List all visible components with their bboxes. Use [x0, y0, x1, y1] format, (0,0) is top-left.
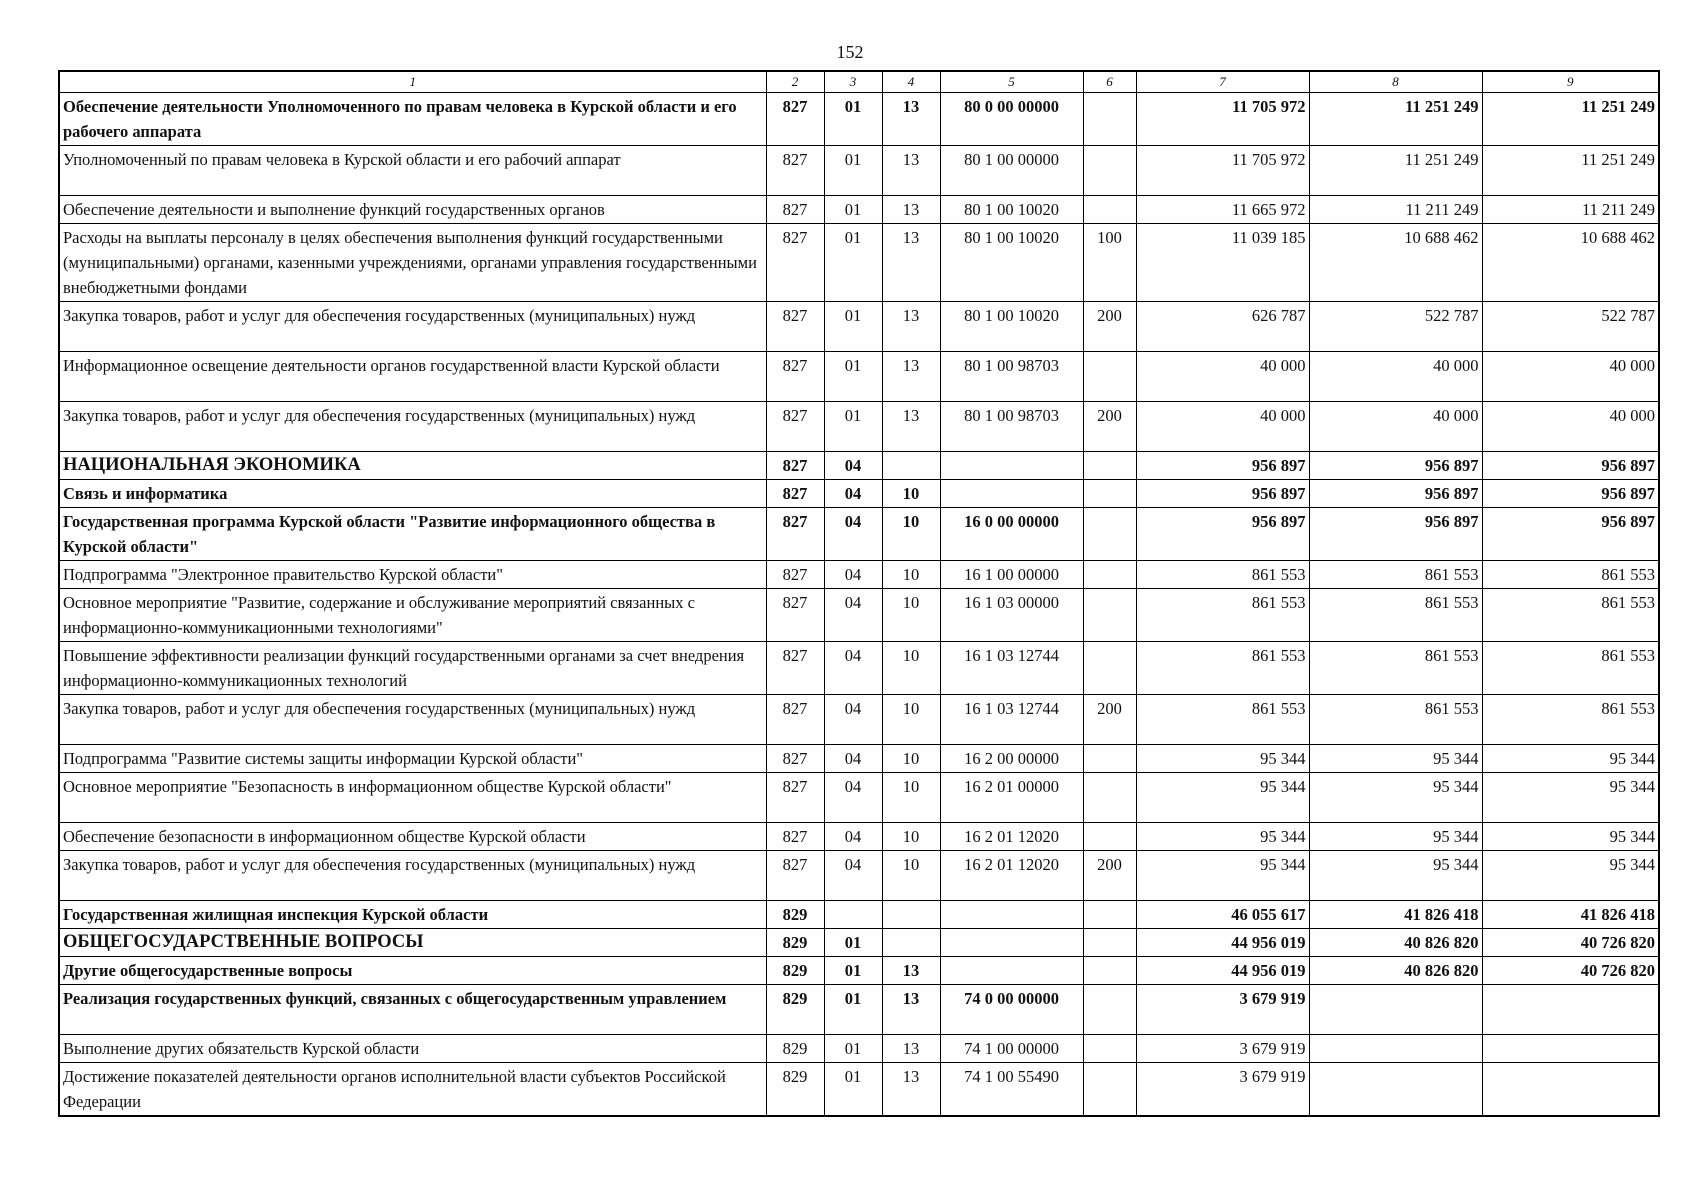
admin-code-cell: 829 [766, 957, 824, 985]
admin-code-cell: 827 [766, 823, 824, 851]
amount-col8-cell: 861 553 [1309, 642, 1482, 695]
section-code-cell: 04 [824, 823, 882, 851]
amount-col8-cell [1309, 1063, 1482, 1117]
section-code-cell: 01 [824, 224, 882, 302]
target-item-cell: 16 1 03 00000 [940, 589, 1083, 642]
amount-col7-cell: 861 553 [1136, 642, 1309, 695]
amount-col9-cell [1482, 1063, 1659, 1117]
target-item-cell [940, 901, 1083, 929]
target-item-cell: 16 0 00 00000 [940, 508, 1083, 561]
expense-type-cell [1083, 957, 1136, 985]
column-header: 7 [1136, 71, 1309, 93]
target-item-cell: 16 1 03 12744 [940, 695, 1083, 745]
expense-type-cell: 200 [1083, 695, 1136, 745]
section-code-cell: 01 [824, 402, 882, 452]
amount-col8-cell: 40 826 820 [1309, 957, 1482, 985]
subsection-code-cell: 13 [882, 1063, 940, 1117]
admin-code-cell: 827 [766, 352, 824, 402]
budget-table [58, 70, 1660, 1117]
section-code-cell: 01 [824, 352, 882, 402]
expense-type-cell [1083, 196, 1136, 224]
amount-col7-cell: 3 679 919 [1136, 1063, 1309, 1117]
section-code-cell: 04 [824, 452, 882, 480]
row-name-cell: Реализация государственных функций, связанных с общегосударственным управлением [59, 985, 766, 1035]
table-body [59, 93, 1659, 1117]
expense-type-cell [1083, 452, 1136, 480]
subsection-code-cell: 10 [882, 480, 940, 508]
subsection-code-cell: 13 [882, 146, 940, 196]
subsection-code-cell: 13 [882, 352, 940, 402]
section-code-cell: 04 [824, 773, 882, 823]
amount-col8-cell: 861 553 [1309, 695, 1482, 745]
table-row [59, 224, 1659, 302]
expense-type-cell [1083, 1063, 1136, 1117]
target-item-cell: 80 1 00 00000 [940, 146, 1083, 196]
section-code-cell: 04 [824, 642, 882, 695]
amount-col9-cell: 95 344 [1482, 823, 1659, 851]
amount-col9-cell: 956 897 [1482, 508, 1659, 561]
table-row [59, 851, 1659, 901]
amount-col7-cell: 95 344 [1136, 851, 1309, 901]
target-item-cell: 80 0 00 00000 [940, 93, 1083, 146]
subsection-code-cell: 10 [882, 508, 940, 561]
expense-type-cell [1083, 929, 1136, 957]
section-code-cell: 01 [824, 957, 882, 985]
table-row [59, 957, 1659, 985]
admin-code-cell: 827 [766, 589, 824, 642]
row-name-cell: ОБЩЕГОСУДАРСТВЕННЫЕ ВОПРОСЫ [59, 929, 766, 957]
target-item-cell: 16 2 01 00000 [940, 773, 1083, 823]
amount-col7-cell: 861 553 [1136, 589, 1309, 642]
amount-col8-cell: 861 553 [1309, 589, 1482, 642]
row-name-cell: Основное мероприятие "Безопасность в информационном обществе Курской области" [59, 773, 766, 823]
table-row [59, 589, 1659, 642]
amount-col9-cell: 11 251 249 [1482, 146, 1659, 196]
amount-col8-cell: 95 344 [1309, 773, 1482, 823]
amount-col8-cell: 40 826 820 [1309, 929, 1482, 957]
amount-col9-cell: 95 344 [1482, 773, 1659, 823]
subsection-code-cell: 10 [882, 589, 940, 642]
expense-type-cell: 200 [1083, 402, 1136, 452]
amount-col7-cell: 11 705 972 [1136, 146, 1309, 196]
amount-col9-cell: 956 897 [1482, 480, 1659, 508]
amount-col9-cell: 861 553 [1482, 561, 1659, 589]
target-item-cell [940, 452, 1083, 480]
section-code-cell [824, 901, 882, 929]
section-code-cell: 04 [824, 695, 882, 745]
target-item-cell: 80 1 00 98703 [940, 352, 1083, 402]
column-header: 3 [824, 71, 882, 93]
row-name-cell: Обеспечение деятельности и выполнение функций государственных органов [59, 196, 766, 224]
table-row [59, 642, 1659, 695]
subsection-code-cell: 13 [882, 224, 940, 302]
expense-type-cell: 100 [1083, 224, 1136, 302]
target-item-cell: 16 1 03 12744 [940, 642, 1083, 695]
amount-col8-cell: 861 553 [1309, 561, 1482, 589]
admin-code-cell: 829 [766, 1063, 824, 1117]
admin-code-cell: 827 [766, 402, 824, 452]
page-number: 152 [836, 42, 864, 62]
amount-col9-cell: 40 000 [1482, 352, 1659, 402]
admin-code-cell: 827 [766, 302, 824, 352]
admin-code-cell: 827 [766, 452, 824, 480]
target-item-cell: 16 2 00 00000 [940, 745, 1083, 773]
expense-type-cell [1083, 745, 1136, 773]
admin-code-cell: 827 [766, 508, 824, 561]
table-row [59, 561, 1659, 589]
admin-code-cell: 827 [766, 224, 824, 302]
expense-type-cell: 200 [1083, 851, 1136, 901]
row-name-cell: Другие общегосударственные вопросы [59, 957, 766, 985]
target-item-cell: 80 1 00 10020 [940, 196, 1083, 224]
column-header: 1 [59, 71, 766, 93]
amount-col9-cell: 40 726 820 [1482, 929, 1659, 957]
expense-type-cell [1083, 480, 1136, 508]
amount-col8-cell: 956 897 [1309, 480, 1482, 508]
section-code-cell: 04 [824, 561, 882, 589]
column-header: 9 [1482, 71, 1659, 93]
expense-type-cell [1083, 561, 1136, 589]
amount-col8-cell: 11 251 249 [1309, 93, 1482, 146]
amount-col8-cell: 956 897 [1309, 508, 1482, 561]
admin-code-cell: 827 [766, 480, 824, 508]
amount-col8-cell [1309, 1035, 1482, 1063]
row-name-cell: Закупка товаров, работ и услуг для обеспечения государственных (муниципальных) нужд [59, 695, 766, 745]
row-name-cell: Подпрограмма "Электронное правительство Курской области" [59, 561, 766, 589]
amount-col7-cell: 11 705 972 [1136, 93, 1309, 146]
table-row [59, 1063, 1659, 1117]
row-name-cell: Основное мероприятие "Развитие, содержание и обслуживание мероприятий связанных с информационно-коммуникационными технологиями" [59, 589, 766, 642]
table-row [59, 196, 1659, 224]
subsection-code-cell: 10 [882, 695, 940, 745]
row-name-cell: Закупка товаров, работ и услуг для обеспечения государственных (муниципальных) нужд [59, 851, 766, 901]
table-row [59, 146, 1659, 196]
subsection-code-cell: 13 [882, 402, 940, 452]
row-name-cell: Закупка товаров, работ и услуг для обеспечения государственных (муниципальных) нужд [59, 302, 766, 352]
section-code-cell: 01 [824, 985, 882, 1035]
table-row [59, 745, 1659, 773]
amount-col9-cell: 861 553 [1482, 642, 1659, 695]
target-item-cell: 74 1 00 55490 [940, 1063, 1083, 1117]
expense-type-cell [1083, 589, 1136, 642]
amount-col7-cell: 95 344 [1136, 773, 1309, 823]
target-item-cell: 16 1 00 00000 [940, 561, 1083, 589]
amount-col9-cell: 956 897 [1482, 452, 1659, 480]
amount-col9-cell: 861 553 [1482, 589, 1659, 642]
amount-col9-cell: 40 726 820 [1482, 957, 1659, 985]
row-name-cell: Информационное освещение деятельности органов государственной власти Курской области [59, 352, 766, 402]
row-name-cell: Подпрограмма "Развитие системы защиты информации Курской области" [59, 745, 766, 773]
amount-col7-cell: 44 956 019 [1136, 957, 1309, 985]
admin-code-cell: 829 [766, 901, 824, 929]
expense-type-cell [1083, 508, 1136, 561]
amount-col9-cell: 11 211 249 [1482, 196, 1659, 224]
amount-col7-cell: 95 344 [1136, 745, 1309, 773]
amount-col9-cell: 41 826 418 [1482, 901, 1659, 929]
expense-type-cell [1083, 901, 1136, 929]
amount-col8-cell [1309, 985, 1482, 1035]
row-name-cell: Обеспечение деятельности Уполномоченного по правам человека в Курской области и его рабочего аппарата [59, 93, 766, 146]
amount-col9-cell [1482, 1035, 1659, 1063]
amount-col7-cell: 861 553 [1136, 561, 1309, 589]
subsection-code-cell [882, 452, 940, 480]
subsection-code-cell: 13 [882, 985, 940, 1035]
amount-col9-cell: 11 251 249 [1482, 93, 1659, 146]
subsection-code-cell [882, 929, 940, 957]
subsection-code-cell: 13 [882, 93, 940, 146]
expense-type-cell [1083, 146, 1136, 196]
amount-col7-cell: 40 000 [1136, 352, 1309, 402]
amount-col8-cell: 41 826 418 [1309, 901, 1482, 929]
admin-code-cell: 827 [766, 745, 824, 773]
subsection-code-cell: 10 [882, 561, 940, 589]
column-header: 2 [766, 71, 824, 93]
table-row [59, 93, 1659, 146]
admin-code-cell: 827 [766, 561, 824, 589]
section-code-cell: 01 [824, 1063, 882, 1117]
table-row [59, 352, 1659, 402]
subsection-code-cell: 10 [882, 773, 940, 823]
amount-col9-cell: 95 344 [1482, 851, 1659, 901]
target-item-cell: 74 1 00 00000 [940, 1035, 1083, 1063]
section-code-cell: 01 [824, 196, 882, 224]
amount-col7-cell: 861 553 [1136, 695, 1309, 745]
table-row [59, 773, 1659, 823]
expense-type-cell: 200 [1083, 302, 1136, 352]
target-item-cell: 16 2 01 12020 [940, 851, 1083, 901]
amount-col7-cell: 626 787 [1136, 302, 1309, 352]
amount-col7-cell: 44 956 019 [1136, 929, 1309, 957]
subsection-code-cell: 10 [882, 851, 940, 901]
expense-type-cell [1083, 352, 1136, 402]
amount-col7-cell: 956 897 [1136, 452, 1309, 480]
subsection-code-cell: 13 [882, 957, 940, 985]
row-name-cell: Связь и информатика [59, 480, 766, 508]
row-name-cell: Закупка товаров, работ и услуг для обеспечения государственных (муниципальных) нужд [59, 402, 766, 452]
amount-col9-cell: 40 000 [1482, 402, 1659, 452]
table-row [59, 508, 1659, 561]
admin-code-cell: 827 [766, 196, 824, 224]
expense-type-cell [1083, 1035, 1136, 1063]
column-header: 6 [1083, 71, 1136, 93]
amount-col7-cell: 95 344 [1136, 823, 1309, 851]
expense-type-cell [1083, 642, 1136, 695]
amount-col9-cell: 522 787 [1482, 302, 1659, 352]
subsection-code-cell: 10 [882, 745, 940, 773]
column-header: 4 [882, 71, 940, 93]
column-header: 5 [940, 71, 1083, 93]
amount-col9-cell: 861 553 [1482, 695, 1659, 745]
section-code-cell: 04 [824, 589, 882, 642]
amount-col8-cell: 10 688 462 [1309, 224, 1482, 302]
admin-code-cell: 827 [766, 93, 824, 146]
amount-col8-cell: 40 000 [1309, 352, 1482, 402]
amount-col9-cell: 95 344 [1482, 745, 1659, 773]
subsection-code-cell [882, 901, 940, 929]
amount-col7-cell: 3 679 919 [1136, 985, 1309, 1035]
row-name-cell: Выполнение других обязательств Курской области [59, 1035, 766, 1063]
table-row [59, 929, 1659, 957]
amount-col7-cell: 46 055 617 [1136, 901, 1309, 929]
amount-col8-cell: 956 897 [1309, 452, 1482, 480]
amount-col7-cell: 956 897 [1136, 480, 1309, 508]
section-code-cell: 04 [824, 508, 882, 561]
amount-col9-cell: 10 688 462 [1482, 224, 1659, 302]
amount-col7-cell: 40 000 [1136, 402, 1309, 452]
subsection-code-cell: 13 [882, 302, 940, 352]
section-code-cell: 01 [824, 302, 882, 352]
column-header: 8 [1309, 71, 1482, 93]
admin-code-cell: 827 [766, 695, 824, 745]
target-item-cell [940, 957, 1083, 985]
column-header-row [59, 71, 1659, 93]
subsection-code-cell: 13 [882, 1035, 940, 1063]
table-row [59, 480, 1659, 508]
amount-col9-cell [1482, 985, 1659, 1035]
target-item-cell: 80 1 00 98703 [940, 402, 1083, 452]
section-code-cell: 01 [824, 93, 882, 146]
expense-type-cell [1083, 93, 1136, 146]
admin-code-cell: 827 [766, 642, 824, 695]
target-item-cell: 74 0 00 00000 [940, 985, 1083, 1035]
admin-code-cell: 827 [766, 146, 824, 196]
section-code-cell: 01 [824, 929, 882, 957]
amount-col8-cell: 95 344 [1309, 851, 1482, 901]
row-name-cell: Государственная программа Курской области "Развитие информационного общества в Курской области" [59, 508, 766, 561]
table-row [59, 302, 1659, 352]
row-name-cell: Уполномоченный по правам человека в Курской области и его рабочий аппарат [59, 146, 766, 196]
section-code-cell: 01 [824, 146, 882, 196]
subsection-code-cell: 10 [882, 642, 940, 695]
table-row [59, 901, 1659, 929]
amount-col8-cell: 522 787 [1309, 302, 1482, 352]
amount-col7-cell: 11 039 185 [1136, 224, 1309, 302]
row-name-cell: Расходы на выплаты персоналу в целях обеспечения выполнения функций государственными (муниципальными) органами, казенными учреждениями, органами управления государственными внебюджетными фондами [59, 224, 766, 302]
admin-code-cell: 827 [766, 851, 824, 901]
target-item-cell: 80 1 00 10020 [940, 302, 1083, 352]
amount-col8-cell: 11 251 249 [1309, 146, 1482, 196]
subsection-code-cell: 10 [882, 823, 940, 851]
row-name-cell: Повышение эффективности реализации функций государственными органами за счет внедрения информационно-коммуникационных технологий [59, 642, 766, 695]
table-row [59, 823, 1659, 851]
section-code-cell: 04 [824, 745, 882, 773]
expense-type-cell [1083, 985, 1136, 1035]
row-name-cell: Достижение показателей деятельности органов исполнительной власти субъектов Российской Федерации [59, 1063, 766, 1117]
target-item-cell [940, 480, 1083, 508]
row-name-cell: Государственная жилищная инспекция Курской области [59, 901, 766, 929]
amount-col8-cell: 40 000 [1309, 402, 1482, 452]
amount-col7-cell: 956 897 [1136, 508, 1309, 561]
amount-col8-cell: 11 211 249 [1309, 196, 1482, 224]
section-code-cell: 04 [824, 480, 882, 508]
admin-code-cell: 829 [766, 1035, 824, 1063]
expense-type-cell [1083, 823, 1136, 851]
expense-type-cell [1083, 773, 1136, 823]
admin-code-cell: 827 [766, 773, 824, 823]
row-name-cell: НАЦИОНАЛЬНАЯ ЭКОНОМИКА [59, 452, 766, 480]
admin-code-cell: 829 [766, 929, 824, 957]
table-row [59, 985, 1659, 1035]
section-code-cell: 01 [824, 1035, 882, 1063]
target-item-cell: 16 2 01 12020 [940, 823, 1083, 851]
target-item-cell [940, 929, 1083, 957]
amount-col7-cell: 3 679 919 [1136, 1035, 1309, 1063]
amount-col8-cell: 95 344 [1309, 823, 1482, 851]
amount-col7-cell: 11 665 972 [1136, 196, 1309, 224]
table-row [59, 452, 1659, 480]
table-row [59, 1035, 1659, 1063]
amount-col8-cell: 95 344 [1309, 745, 1482, 773]
table-row [59, 695, 1659, 745]
table-row [59, 402, 1659, 452]
row-name-cell: Обеспечение безопасности в информационном обществе Курской области [59, 823, 766, 851]
section-code-cell: 04 [824, 851, 882, 901]
subsection-code-cell: 13 [882, 196, 940, 224]
admin-code-cell: 829 [766, 985, 824, 1035]
target-item-cell: 80 1 00 10020 [940, 224, 1083, 302]
